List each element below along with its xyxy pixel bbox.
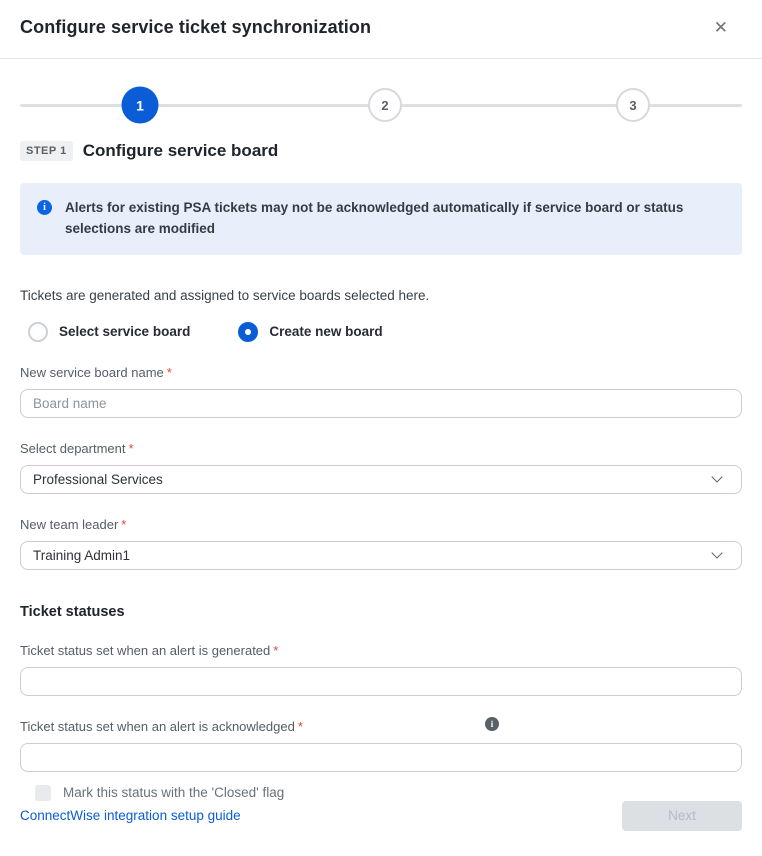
status-generated-input[interactable]	[20, 667, 742, 696]
modal-body	[0, 59, 762, 801]
radio-label: Create new board	[269, 324, 383, 340]
field-label: Ticket status set when an alert is acknowledged	[20, 718, 295, 734]
radio-unchecked-icon[interactable]	[28, 322, 48, 342]
team-leader-select-value: Training Admin1	[33, 547, 131, 563]
next-button[interactable]: Next	[622, 801, 742, 831]
board-mode-radio-group	[28, 322, 742, 342]
step-heading: Configure service board	[82, 141, 279, 160]
field-department	[20, 440, 742, 494]
ticket-statuses-heading: Ticket statuses	[20, 603, 125, 620]
info-icon: i	[37, 200, 52, 215]
info-alert	[20, 183, 742, 255]
field-label: Ticket status set when an alert is generated	[20, 642, 271, 658]
field-label: New team leader	[20, 516, 119, 532]
team-leader-select[interactable]	[20, 541, 742, 570]
info-tooltip-icon[interactable]: i	[485, 717, 499, 731]
step-1-indicator[interactable]	[122, 87, 159, 124]
field-label: Select department	[20, 440, 126, 456]
required-asterisk: *	[297, 718, 303, 734]
field-board-name	[20, 364, 742, 418]
step-2-indicator[interactable]	[368, 88, 402, 122]
radio-create-new-board[interactable]	[238, 322, 382, 342]
field-status-generated	[20, 642, 742, 696]
radio-label: Select service board	[59, 324, 191, 340]
modal-title: Configure service ticket synchronization	[20, 17, 372, 37]
step-3-indicator[interactable]	[616, 88, 650, 122]
step-3-number: 3	[629, 97, 637, 113]
closed-flag-row	[35, 785, 742, 801]
required-asterisk: *	[166, 364, 172, 380]
modal-footer	[0, 801, 762, 856]
alert-text: Alerts for existing PSA tickets may not be acknowledged automatically if service board or status selections are modified	[65, 200, 684, 236]
chevron-down-icon	[711, 472, 722, 483]
intro-text: Tickets are generated and assigned to service boards selected here.	[20, 287, 430, 303]
step-progress-bar	[20, 85, 742, 125]
department-select[interactable]	[20, 465, 742, 494]
required-asterisk: *	[273, 642, 279, 658]
close-icon[interactable]: ✕	[708, 15, 734, 40]
required-asterisk: *	[128, 440, 134, 456]
closed-flag-label: Mark this status with the 'Closed' flag	[63, 785, 285, 801]
checkbox-unchecked-icon[interactable]	[35, 785, 51, 801]
modal-header	[0, 0, 762, 59]
step-2-number: 2	[381, 97, 389, 113]
radio-checked-icon[interactable]	[238, 322, 258, 342]
department-select-value: Professional Services	[33, 471, 163, 487]
field-team-leader	[20, 516, 742, 570]
required-asterisk: *	[121, 516, 127, 532]
step-heading-row	[20, 141, 742, 161]
step-badge: STEP 1	[20, 141, 73, 161]
setup-guide-link[interactable]: ConnectWise integration setup guide	[20, 808, 241, 824]
radio-select-service-board[interactable]	[28, 322, 190, 342]
field-label: New service board name	[20, 364, 164, 380]
chevron-down-icon	[711, 548, 722, 559]
board-name-input[interactable]	[20, 389, 742, 418]
status-acknowledged-input[interactable]	[20, 743, 742, 772]
step-1-number: 1	[136, 97, 144, 113]
field-status-acknowledged	[20, 718, 742, 772]
